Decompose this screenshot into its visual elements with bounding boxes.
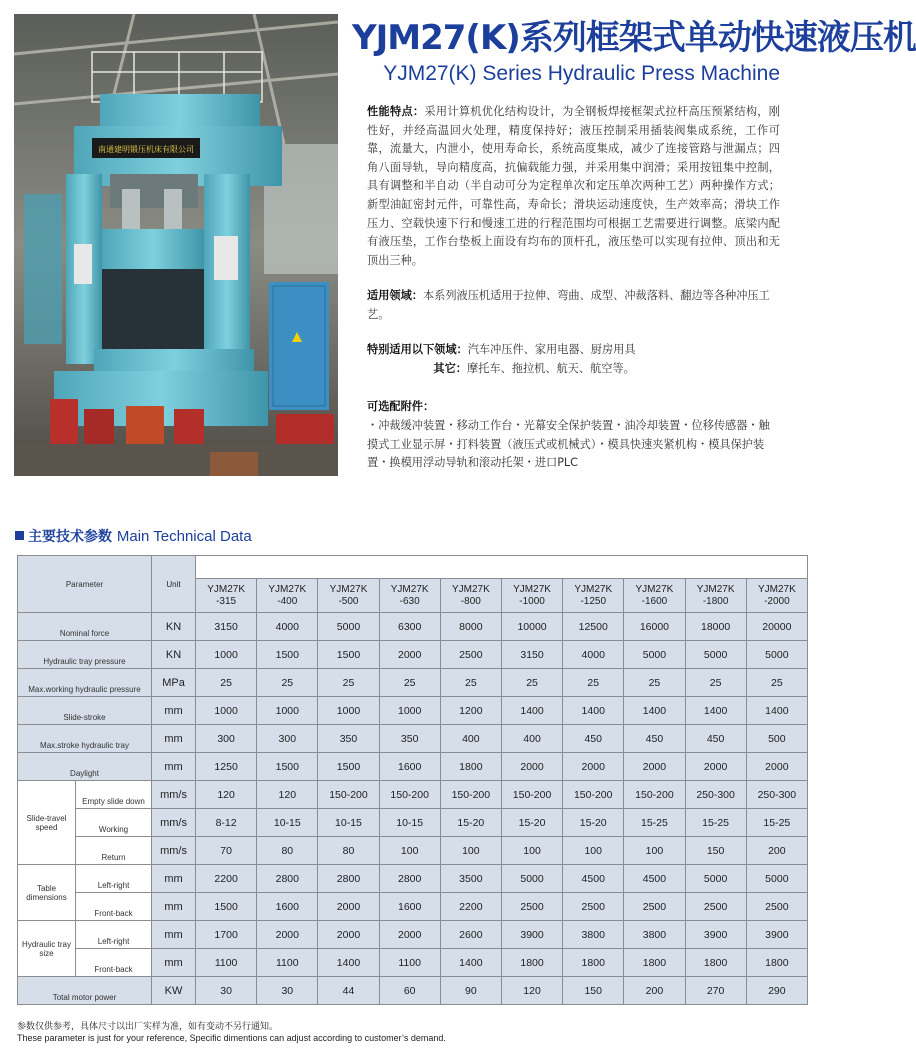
table-dimensions-value: 2500 (624, 893, 685, 921)
slide-speed-value: 10-15 (257, 809, 318, 837)
slide-stroke-value: 1000 (318, 697, 379, 725)
tray-size-sub-label: Left-right (76, 921, 152, 949)
tray-stroke-value: 500 (746, 725, 807, 753)
tray-size-value: 3800 (563, 921, 624, 949)
slide-speed-value: 15-20 (563, 809, 624, 837)
accessories-list: ・冲裁缓冲装置・移动工作台・光幕安全保护装置・油冷却装置・位移传感器・触摸式工业显示屏・打料装置（液压式或机械式）・模具快速夹紧机构・模具保护装置・换模用浮动导轨和滚动托架・进口PLC (367, 419, 770, 470)
table-dimensions-value: 2500 (685, 893, 746, 921)
daylight-value: 1500 (318, 753, 379, 781)
tray-pressure-value: 1500 (318, 641, 379, 669)
product-photo (14, 14, 338, 476)
table-row (18, 697, 808, 725)
tray-size-unit: mm (152, 949, 196, 977)
features-text: 采用计算机优化结构设计，为全钢板焊接框架式拉杆高压预紧结构，刚性好，并经高温回火处理，精度保持好；液压控制采用插装阀集成系统，工作可靠，流量大，内泄小，使用寿命长，系统高度集成，减少了连接管路与泄漏点；四角八面导轨，导向精度高，抗偏载能力强，并采用集中润滑；采用按钮集中控制，具有调整和半自动（半自动可分为定程单次和定压单次两种工艺）两种操作方式；新型油缸密封元件，可靠性高，寿命长；滑块运动速度快，生产效率高；滑块工作压力、空载快速下行和慢速工进的行程范围均可根据工艺需要进行调整。底梁内配有液压垫，工作台垫板上面设有均布的顶杆孔，液压垫可以实现有拉伸、顶出和无顶出三种。 (367, 105, 780, 267)
table-dimensions-value: 2500 (563, 893, 624, 921)
slide-speed-value: 100 (379, 837, 440, 865)
nominal-force-value: 18000 (685, 613, 746, 641)
page-title-en: YJM27(K) Series Hydraulic Press Machine (383, 62, 780, 85)
tray-size-value: 1800 (563, 949, 624, 977)
tech-data-title-en: Main Technical Data (116, 528, 252, 545)
features-label: 性能特点： (367, 105, 425, 118)
table-row (18, 977, 808, 1005)
motor-power-value: 150 (563, 977, 624, 1005)
slide-speed-unit: mm/s (152, 837, 196, 865)
motor-power-value: 44 (318, 977, 379, 1005)
slide-speed-value: 80 (318, 837, 379, 865)
table-dimensions-value: 2500 (746, 893, 807, 921)
motor-power-value: 90 (440, 977, 501, 1005)
tray-size-value: 1800 (501, 949, 562, 977)
tray-size-value: 2000 (257, 921, 318, 949)
slide-speed-value: 250-300 (746, 781, 807, 809)
application-label: 适用领域： (367, 289, 423, 302)
table-row (18, 893, 808, 921)
other-fields-line (367, 360, 780, 379)
daylight-value: 1600 (379, 753, 440, 781)
slide-speed-value: 200 (746, 837, 807, 865)
daylight-value: 2000 (624, 753, 685, 781)
table-dimensions-value: 1600 (257, 893, 318, 921)
table-dimensions-value: 2200 (440, 893, 501, 921)
section-square-icon (15, 531, 24, 540)
daylight-value: 1500 (257, 753, 318, 781)
tray-size-value: 1800 (746, 949, 807, 977)
application-text: 本系列液压机适用于拉伸、弯曲、成型、冲裁落料、翻边等各种冲压工艺。 (367, 289, 770, 321)
slide-speed-value: 8-12 (196, 809, 257, 837)
max-pressure-value: 25 (257, 669, 318, 697)
tray-size-value: 2000 (318, 921, 379, 949)
accessories-label: 可选配附件： (367, 400, 435, 413)
max-pressure-value: 25 (501, 669, 562, 697)
slide-speed-sub-label: Working (76, 809, 152, 837)
tray-pressure-value: 5000 (746, 641, 807, 669)
motor-power-value: 120 (501, 977, 562, 1005)
tray-size-value: 1100 (257, 949, 318, 977)
slide-stroke-value: 1400 (685, 697, 746, 725)
daylight-value: 2000 (563, 753, 624, 781)
tray-size-value: 1700 (196, 921, 257, 949)
table-row (18, 753, 808, 781)
slide-stroke-unit: mm (152, 697, 196, 725)
slide-speed-sub-label: Empty slide down (76, 781, 152, 809)
slide-speed-group-label: Slide-travel speed (18, 781, 76, 865)
table-dimensions-value: 2800 (379, 865, 440, 893)
slide-speed-value: 150-200 (379, 781, 440, 809)
model-header: YJM27K -800 (440, 579, 501, 613)
slide-stroke-value: 1400 (501, 697, 562, 725)
model-header: YJM27K -1800 (685, 579, 746, 613)
nominal-force-label: Nominal force (18, 613, 152, 641)
daylight-label: Daylight (18, 753, 152, 781)
motor-power-value: 30 (257, 977, 318, 1005)
hydraulic-press-illustration (14, 14, 338, 476)
table-dimensions-value: 2800 (318, 865, 379, 893)
model-header: YJM27K -2000 (746, 579, 807, 613)
table-dimensions-sub-label: Left-right (76, 865, 152, 893)
motor-power-value: 290 (746, 977, 807, 1005)
max-pressure-value: 25 (685, 669, 746, 697)
note-en: These parameter is just for your reference, Specific dimentions can adjust according to customer’s demand. (17, 1033, 446, 1043)
daylight-value: 2000 (746, 753, 807, 781)
max-pressure-value: 25 (624, 669, 685, 697)
daylight-value: 2000 (501, 753, 562, 781)
tray-size-value: 2600 (440, 921, 501, 949)
table-row (18, 725, 808, 753)
nominal-force-value: 10000 (501, 613, 562, 641)
slide-speed-value: 150 (685, 837, 746, 865)
slide-speed-sub-label: Return (76, 837, 152, 865)
slide-speed-value: 10-15 (379, 809, 440, 837)
tray-size-value: 1800 (685, 949, 746, 977)
tray-pressure-value: 1000 (196, 641, 257, 669)
table-dimensions-unit: mm (152, 865, 196, 893)
parameter-header: Parameter (18, 556, 152, 613)
table-row (18, 837, 808, 865)
tray-pressure-unit: KN (152, 641, 196, 669)
slide-speed-value: 150-200 (563, 781, 624, 809)
table-row (18, 641, 808, 669)
model-header: YJM27K -1000 (501, 579, 562, 613)
tray-stroke-unit: mm (152, 725, 196, 753)
nominal-force-value: 3150 (196, 613, 257, 641)
model-header: YJM27K -630 (379, 579, 440, 613)
table-row (18, 921, 808, 949)
table-dimensions-value: 3500 (440, 865, 501, 893)
nominal-force-unit: KN (152, 613, 196, 641)
tray-size-value: 1100 (379, 949, 440, 977)
tray-stroke-value: 300 (196, 725, 257, 753)
slide-speed-value: 120 (196, 781, 257, 809)
accessories-heading (367, 398, 780, 417)
slide-speed-value: 100 (563, 837, 624, 865)
slide-speed-value: 15-25 (685, 809, 746, 837)
others-label: 其它： (433, 362, 467, 375)
model-header: YJM27K -1250 (563, 579, 624, 613)
others-text: 摩托车、拖拉机、航天、航空等。 (467, 362, 635, 375)
tray-size-unit: mm (152, 921, 196, 949)
nominal-force-value: 20000 (746, 613, 807, 641)
slide-speed-value: 15-20 (440, 809, 501, 837)
table-dimensions-value: 2000 (318, 893, 379, 921)
tray-size-group-label: Hydraulic tray size (18, 921, 76, 977)
tray-pressure-value: 4000 (563, 641, 624, 669)
table-dimensions-value: 4500 (563, 865, 624, 893)
tray-size-value: 3800 (624, 921, 685, 949)
application-paragraph (367, 287, 780, 324)
table-dimensions-value: 5000 (685, 865, 746, 893)
machine-sign-text: 南通建明锻压机床有限公司 (98, 145, 194, 154)
table-row (18, 781, 808, 809)
slide-speed-value: 100 (624, 837, 685, 865)
tray-pressure-label: Hydraulic tray pressure (18, 641, 152, 669)
unit-header: Unit (152, 556, 196, 613)
tray-pressure-value: 5000 (685, 641, 746, 669)
max-pressure-label: Max.working hydraulic pressure (18, 669, 152, 697)
motor-power-value: 270 (685, 977, 746, 1005)
max-pressure-value: 25 (196, 669, 257, 697)
slide-speed-value: 15-20 (501, 809, 562, 837)
motor-power-value: 200 (624, 977, 685, 1005)
slide-speed-value: 15-25 (624, 809, 685, 837)
tray-pressure-value: 3150 (501, 641, 562, 669)
slide-stroke-value: 1000 (196, 697, 257, 725)
max-pressure-value: 25 (379, 669, 440, 697)
motor-power-unit: KW (152, 977, 196, 1005)
tray-stroke-value: 400 (440, 725, 501, 753)
tech-data-title-cn: 主要技术参数 (28, 529, 112, 545)
tray-stroke-value: 350 (379, 725, 440, 753)
tray-size-value: 2000 (379, 921, 440, 949)
daylight-value: 1800 (440, 753, 501, 781)
nominal-force-value: 4000 (257, 613, 318, 641)
tray-stroke-value: 450 (685, 725, 746, 753)
slide-stroke-value: 1400 (563, 697, 624, 725)
slide-speed-value: 10-15 (318, 809, 379, 837)
tray-size-value: 1800 (624, 949, 685, 977)
slide-speed-value: 150-200 (440, 781, 501, 809)
tray-pressure-value: 2000 (379, 641, 440, 669)
table-dimensions-group-label: Table dimensions (18, 865, 76, 921)
tray-stroke-value: 450 (563, 725, 624, 753)
special-text: 汽车冲压件、家用电器、厨房用具 (467, 343, 636, 356)
max-pressure-value: 25 (563, 669, 624, 697)
tray-size-value: 1400 (440, 949, 501, 977)
table-dimensions-value: 4500 (624, 865, 685, 893)
model-header: YJM27K -400 (257, 579, 318, 613)
tray-size-value: 3900 (501, 921, 562, 949)
nominal-force-value: 12500 (563, 613, 624, 641)
max-pressure-value: 25 (318, 669, 379, 697)
table-dimensions-value: 2500 (501, 893, 562, 921)
nominal-force-value: 8000 (440, 613, 501, 641)
slide-stroke-value: 1000 (379, 697, 440, 725)
model-header: YJM27K -500 (318, 579, 379, 613)
slide-speed-value: 150-200 (501, 781, 562, 809)
slide-speed-value: 100 (440, 837, 501, 865)
model-header-band (196, 556, 808, 579)
max-pressure-unit: MPa (152, 669, 196, 697)
slide-speed-value: 100 (501, 837, 562, 865)
slide-speed-value: 120 (257, 781, 318, 809)
table-dimensions-value: 2200 (196, 865, 257, 893)
nominal-force-value: 16000 (624, 613, 685, 641)
tray-stroke-label: Max.stroke hydraulic tray (18, 725, 152, 753)
motor-power-value: 60 (379, 977, 440, 1005)
slide-speed-value: 150-200 (624, 781, 685, 809)
motor-power-value: 30 (196, 977, 257, 1005)
features-paragraph (367, 103, 780, 270)
note-cn: 参数仅供参考，具体尺寸以出厂实样为准，如有变动不另行通知。 (17, 1022, 279, 1032)
slide-speed-value: 250-300 (685, 781, 746, 809)
slide-speed-unit: mm/s (152, 809, 196, 837)
table-row (18, 669, 808, 697)
slide-speed-value: 150-200 (318, 781, 379, 809)
tray-pressure-value: 2500 (440, 641, 501, 669)
slide-stroke-value: 1400 (624, 697, 685, 725)
table-dimensions-value: 5000 (501, 865, 562, 893)
table-row (18, 809, 808, 837)
table-dimensions-value: 1600 (379, 893, 440, 921)
nominal-force-value: 5000 (318, 613, 379, 641)
tray-stroke-value: 350 (318, 725, 379, 753)
model-header: YJM27K -315 (196, 579, 257, 613)
tray-pressure-value: 1500 (257, 641, 318, 669)
daylight-value: 1250 (196, 753, 257, 781)
tray-size-value: 3900 (685, 921, 746, 949)
nominal-force-value: 6300 (379, 613, 440, 641)
special-label: 特别适用以下领域： (367, 343, 468, 356)
table-dimensions-unit: mm (152, 893, 196, 921)
tray-pressure-value: 5000 (624, 641, 685, 669)
slide-speed-value: 80 (257, 837, 318, 865)
max-pressure-value: 25 (440, 669, 501, 697)
model-header: YJM27K -1600 (624, 579, 685, 613)
tray-size-value: 1100 (196, 949, 257, 977)
tray-size-value: 3900 (746, 921, 807, 949)
tray-size-value: 1400 (318, 949, 379, 977)
motor-power-label: Total motor power (18, 977, 152, 1005)
daylight-value: 2000 (685, 753, 746, 781)
tray-stroke-value: 450 (624, 725, 685, 753)
table-dimensions-value: 1500 (196, 893, 257, 921)
slide-speed-value: 70 (196, 837, 257, 865)
slide-speed-value: 15-25 (746, 809, 807, 837)
max-pressure-value: 25 (746, 669, 807, 697)
table-dimensions-sub-label: Front-back (76, 893, 152, 921)
tray-size-sub-label: Front-back (76, 949, 152, 977)
table-row (18, 865, 808, 893)
daylight-unit: mm (152, 753, 196, 781)
special-fields-line (367, 341, 780, 360)
technical-data-table (17, 555, 808, 1005)
slide-stroke-value: 1000 (257, 697, 318, 725)
slide-speed-unit: mm/s (152, 781, 196, 809)
tech-data-heading (15, 526, 252, 546)
slide-stroke-value: 1200 (440, 697, 501, 725)
slide-stroke-label: Slide-stroke (18, 697, 152, 725)
table-row (18, 949, 808, 977)
table-dimensions-value: 5000 (746, 865, 807, 893)
tray-stroke-value: 300 (257, 725, 318, 753)
table-dimensions-value: 2800 (257, 865, 318, 893)
table-row (18, 613, 808, 641)
tray-stroke-value: 400 (501, 725, 562, 753)
slide-stroke-value: 1400 (746, 697, 807, 725)
page-title-cn: YJM27(K)系列框架式单动快速液压机 (352, 18, 916, 58)
